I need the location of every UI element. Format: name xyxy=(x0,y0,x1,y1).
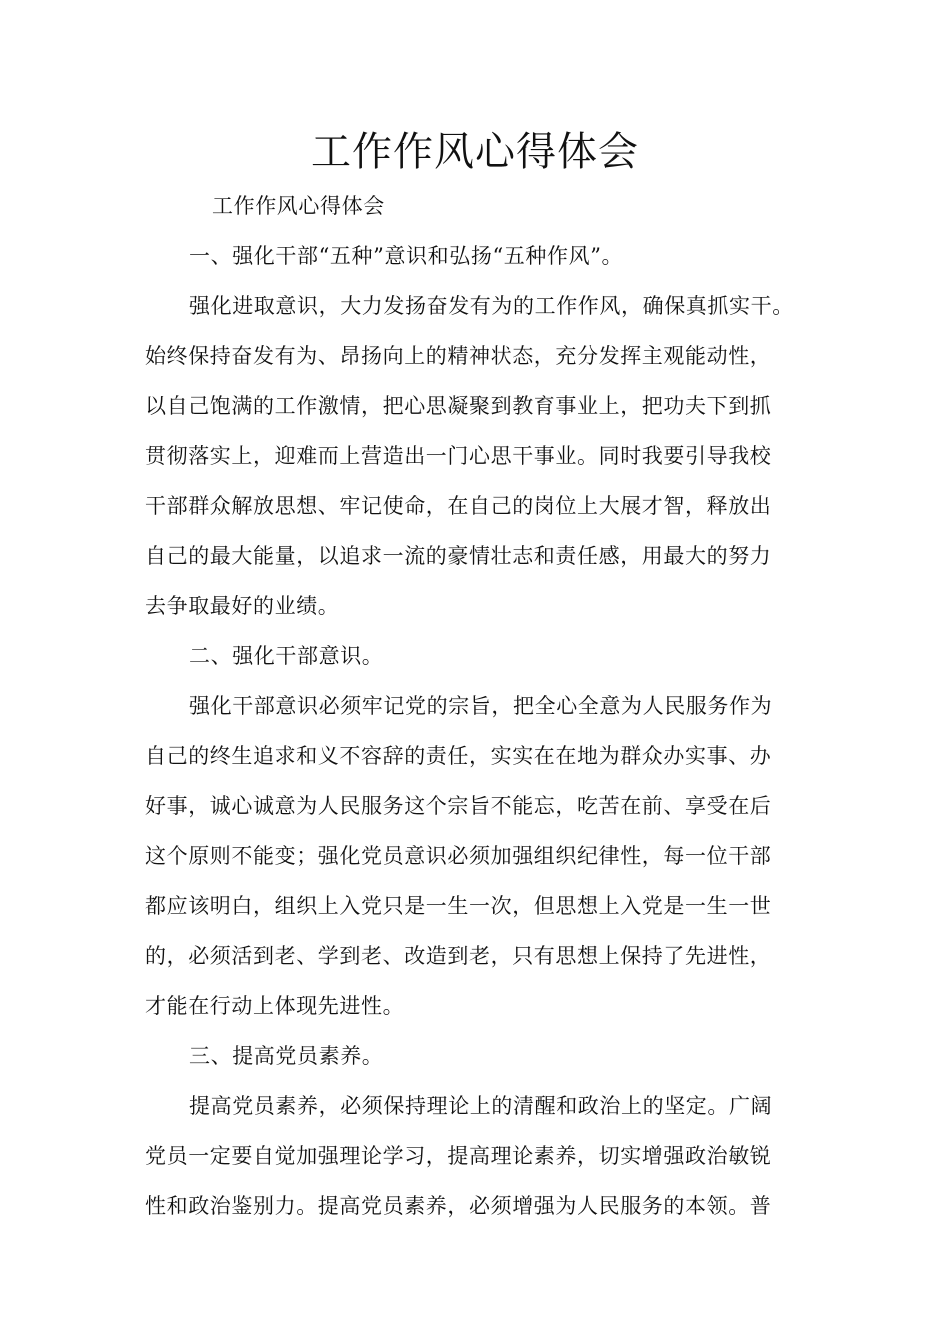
text-line: 好事，诚心诚意为人民服务这个宗旨不能忘，吃苦在前、享受在后 xyxy=(145,794,772,818)
text-line: 这个原则不能变；强化党员意识必须加强组织纪律性，每一位干部 xyxy=(145,844,772,868)
document-title: 工作作风心得体会 xyxy=(311,129,639,175)
text-line: 去争取最好的业绩。 xyxy=(145,594,340,618)
text-line: 性和政治鉴别力。提高党员素养，必须增强为人民服务的本领。普 xyxy=(145,1194,772,1218)
text-line: 二、强化干部意识。 xyxy=(189,644,384,668)
paragraph-2 xyxy=(145,681,810,1031)
text-line: 提高党员素养，必须保持理论上的清醒和政治上的坚定。广阔 xyxy=(189,1094,773,1118)
document-body xyxy=(145,181,810,1231)
document-subtitle: 工作作风心得体会 xyxy=(212,194,385,218)
section-heading-1 xyxy=(145,231,810,281)
paragraph-1 xyxy=(145,281,810,631)
text-line: 以自己饱满的工作激情，把心思凝聚到教育事业上，把功夫下到抓 xyxy=(145,394,772,418)
text-line: 自己的终生追求和义不容辞的责任，实实在在地为群众办实事、办 xyxy=(145,744,772,768)
text-line: 才能在行动上体现先进性。 xyxy=(145,994,405,1018)
section-heading-2 xyxy=(145,631,810,681)
paragraph-3 xyxy=(145,1081,810,1231)
text-line: 强化干部意识必须牢记党的宗旨，把全心全意为人民服务作为 xyxy=(189,694,773,718)
text-line: 党员一定要自觉加强理论学习，提高理论素养，切实增强政治敏锐 xyxy=(145,1144,772,1168)
text-line: 的，必须活到老、学到老、改造到老，只有思想上保持了先进性， xyxy=(145,944,772,968)
text-line: 自己的最大能量，以追求一流的豪情壮志和责任感，用最大的努力 xyxy=(145,544,772,568)
text-line: 三、提高党员素养。 xyxy=(189,1044,384,1068)
text-line: 始终保持奋发有为、昂扬向上的精神状态，充分发挥主观能动性， xyxy=(145,344,772,368)
text-line: 贯彻落实上，迎难而上营造出一门心思干事业。同时我要引导我校 xyxy=(145,444,772,468)
text-line: 一、强化干部“五种”意识和弘扬“五种作风”。 xyxy=(189,244,624,268)
text-line: 干部群众解放思想、牢记使命，在自己的岗位上大展才智，释放出 xyxy=(145,494,772,518)
section-heading-3 xyxy=(145,1031,810,1081)
text-line: 强化进取意识，大力发扬奋发有为的工作作风，确保真抓实干。 xyxy=(189,294,794,318)
text-line: 都应该明白，组织上入党只是一生一次，但思想上入党是一生一世 xyxy=(145,894,772,918)
